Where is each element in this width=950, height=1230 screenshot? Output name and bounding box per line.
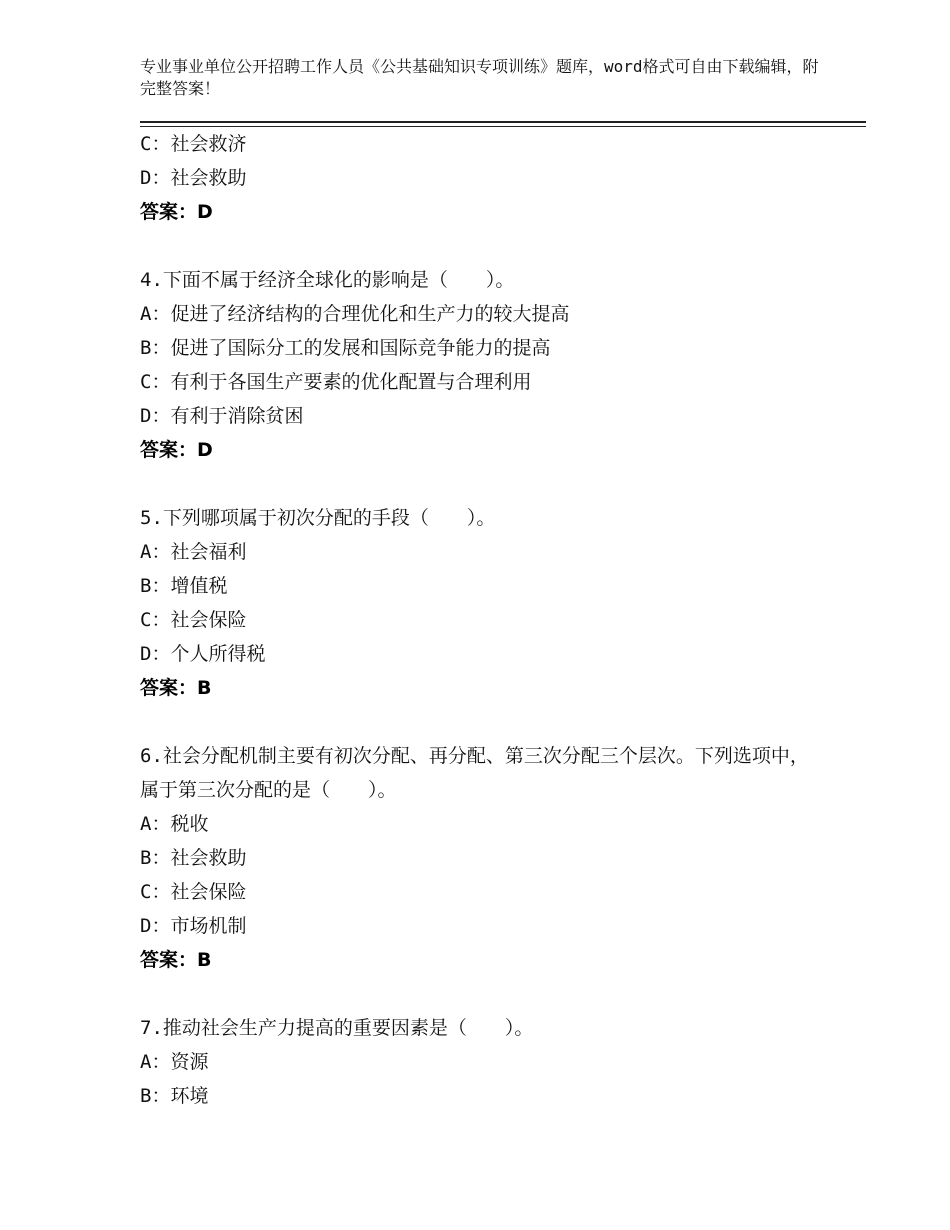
spacer xyxy=(140,467,820,501)
option-b: B：增值税 xyxy=(140,575,228,597)
option-a: A：资源 xyxy=(140,1051,209,1073)
answer-line: 答案：D xyxy=(140,201,213,223)
option-c: C：有利于各国生产要素的优化配置与合理利用 xyxy=(140,371,532,393)
question-stem: 4.下面不属于经济全球化的影响是（ ）。 xyxy=(140,269,515,291)
question-5 xyxy=(140,501,820,705)
option-d: D：市场机制 xyxy=(140,915,247,937)
option-c: C：社会保险 xyxy=(140,881,247,903)
option-a: A：社会福利 xyxy=(140,541,247,563)
header-rule-thick xyxy=(140,121,866,123)
question-4 xyxy=(140,263,820,467)
option-b: B：环境 xyxy=(140,1085,209,1107)
option-a: A：促进了经济结构的合理优化和生产力的较大提高 xyxy=(140,303,570,325)
question-6 xyxy=(140,739,820,977)
question-stem: 6.社会分配机制主要有初次分配、再分配、第三次分配三个层次。下列选项中，属于第三次分配的是（ ）。 xyxy=(140,745,809,801)
option-d: D：有利于消除贫困 xyxy=(140,405,304,427)
option-b: B：社会救助 xyxy=(140,847,247,869)
spacer xyxy=(140,705,820,739)
option-b: B：促进了国际分工的发展和国际竞争能力的提高 xyxy=(140,337,551,359)
option-c: C：社会救济 xyxy=(140,133,247,155)
answer-line: 答案：B xyxy=(140,949,212,971)
option-a: A：税收 xyxy=(140,813,209,835)
spacer xyxy=(140,229,820,263)
spacer xyxy=(140,977,820,1011)
question-7 xyxy=(140,1011,820,1113)
option-d: D：社会救助 xyxy=(140,167,247,189)
page-header: 专业事业单位公开招聘工作人员《公共基础知识专项训练》题库，word格式可自由下载编辑，附完整答案！ xyxy=(140,57,819,98)
option-c: C：社会保险 xyxy=(140,609,247,631)
option-d: D：个人所得税 xyxy=(140,643,266,665)
question-list xyxy=(140,127,820,1113)
question-stem: 7.推动社会生产力提高的重要因素是（ ）。 xyxy=(140,1017,534,1039)
question-stem: 5.下列哪项属于初次分配的手段（ ）。 xyxy=(140,507,496,529)
answer-line: 答案：D xyxy=(140,439,213,461)
answer-line: 答案：B xyxy=(140,677,212,699)
question-3-partial xyxy=(140,127,820,229)
